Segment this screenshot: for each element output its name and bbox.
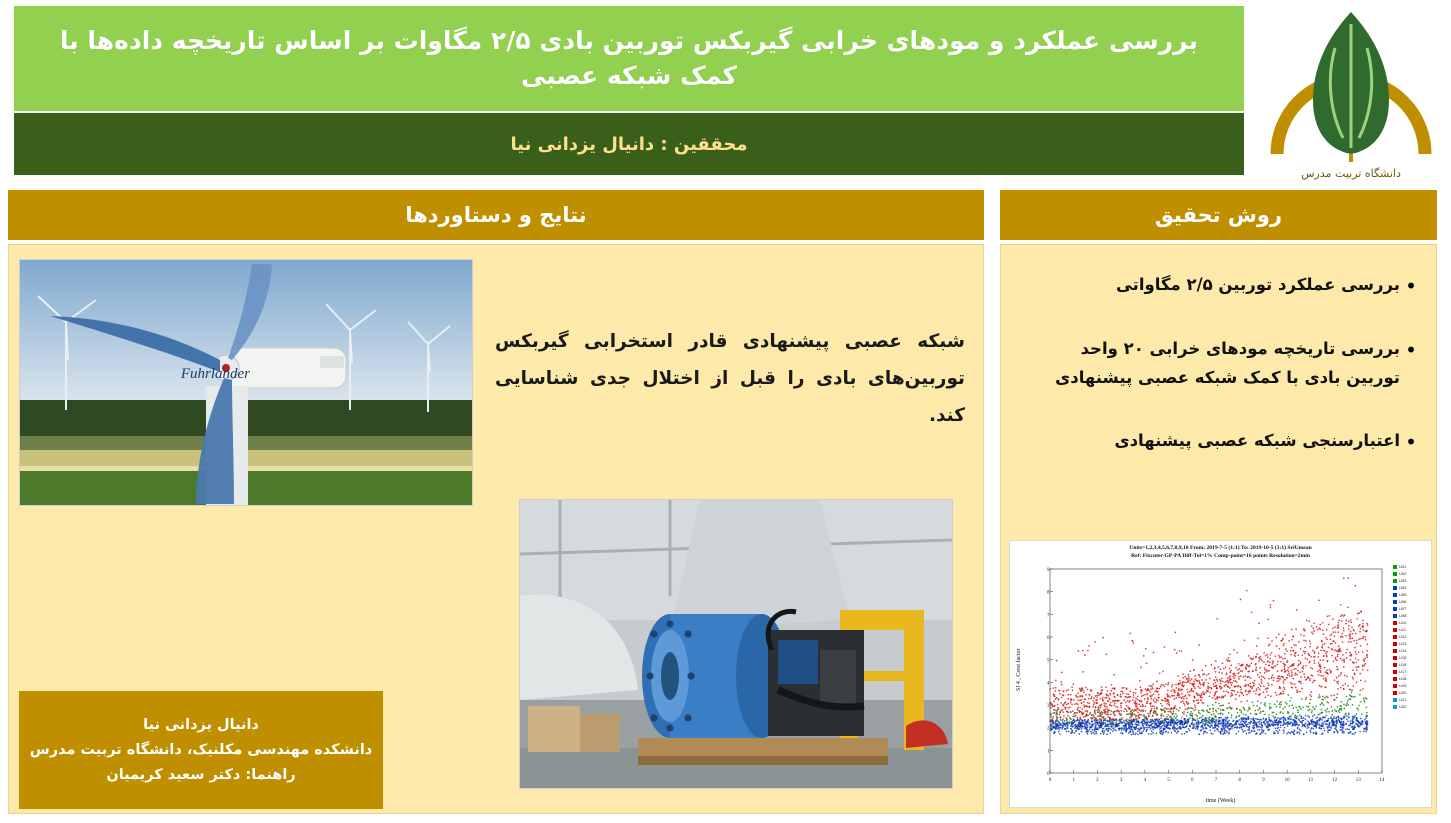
university-logo-area <box>1251 0 1451 188</box>
svg-text:0: 0 <box>1048 778 1052 783</box>
svg-text:9: 9 <box>1047 568 1050 573</box>
section-title-method: روش تحقیق <box>1154 203 1283 227</box>
legend-marker-icon <box>1393 663 1397 667</box>
svg-text:4: 4 <box>1047 681 1050 687</box>
legend-marker-icon <box>1393 642 1397 646</box>
chart-title-line-2: Ref: Fixcuter-GP-PA Diff-Tol=1% Comp-point=16 points Resolution=2min <box>1131 553 1310 560</box>
svg-text:1: 1 <box>1072 778 1075 783</box>
legend-marker-icon <box>1393 670 1397 674</box>
legend-marker-icon <box>1393 698 1397 702</box>
legend-item <box>1393 668 1427 675</box>
legend-marker-icon <box>1393 677 1397 681</box>
legend-label: U19 <box>1399 683 1407 688</box>
legend-label: U16 <box>1399 662 1407 667</box>
wind-turbine-photo <box>19 259 473 506</box>
legend-item <box>1393 647 1427 654</box>
poster-header-band <box>14 6 1244 111</box>
method-bullet-3: اعتبارسنجی شبکه عصبی پیشنهادی <box>1114 430 1400 450</box>
legend-marker-icon <box>1393 572 1397 576</box>
page-title: بررسی عملکرد و مودهای خرابی گیربکس توربین بادی ۲/۵ مگاوات بر اساس تاریخچه داده‌ها با کمک شبکه عصبی <box>59 26 1199 90</box>
legend-marker-icon <box>1393 565 1397 569</box>
legend-marker-icon <box>1393 628 1397 632</box>
legend-marker-icon <box>1393 586 1397 590</box>
svg-text:3: 3 <box>1119 778 1123 783</box>
legend-marker-icon <box>1393 705 1397 709</box>
chart-title <box>1010 544 1431 560</box>
svg-text:6: 6 <box>1191 778 1194 783</box>
svg-text:8: 8 <box>1238 778 1241 783</box>
legend-marker-icon <box>1393 600 1397 604</box>
legend-label: U08 <box>1399 613 1407 618</box>
method-bullet-1: بررسی عملکرد توربین ۲/۵ مگاواتی <box>1115 275 1400 294</box>
affiliation-box <box>19 691 383 809</box>
legend-marker-icon <box>1393 684 1397 688</box>
svg-text:10: 10 <box>1284 778 1290 783</box>
section-header-method <box>1000 190 1437 240</box>
svg-text:5: 5 <box>1167 778 1170 783</box>
svg-text:6: 6 <box>1047 636 1050 641</box>
legend-item <box>1393 619 1427 626</box>
legend-item <box>1393 612 1427 619</box>
legend-item <box>1393 598 1427 605</box>
legend-label: U12 <box>1399 634 1407 639</box>
legend-label: U04 <box>1399 585 1407 590</box>
legend-marker-icon <box>1393 579 1397 583</box>
legend-item <box>1393 591 1427 598</box>
legend-item <box>1393 675 1427 682</box>
chart-plot-area <box>1010 541 1431 807</box>
author-band <box>14 113 1244 175</box>
list-item <box>1015 271 1422 301</box>
svg-text:14: 14 <box>1379 778 1385 783</box>
svg-text:2: 2 <box>1047 726 1050 732</box>
list-item <box>1015 427 1422 457</box>
legend-label: U13 <box>1399 641 1407 646</box>
results-paragraph: شبکه عصبی پیشنهادی قادر استخرابی گیربکس توربین‌های بادی را قبل از اختلال جدی شناسایی کند. <box>495 331 965 426</box>
svg-text:8: 8 <box>1047 590 1050 596</box>
method-bullet-list <box>1015 271 1422 491</box>
legend-label: U11 <box>1399 627 1407 632</box>
legend-marker-icon <box>1393 656 1397 660</box>
legend-label: U05 <box>1399 592 1407 597</box>
affiliation-line-3: راهنما: دکتر سعید کریمیان <box>106 767 296 783</box>
legend-item <box>1393 640 1427 647</box>
svg-text:11: 11 <box>1308 778 1314 783</box>
legend-label: U22 <box>1399 704 1407 709</box>
legend-item <box>1393 584 1427 591</box>
legend-marker-icon <box>1393 691 1397 695</box>
legend-marker-icon <box>1393 635 1397 639</box>
svg-text:5: 5 <box>1047 658 1050 664</box>
chart-legend <box>1393 563 1427 710</box>
legend-label: U01 <box>1399 564 1407 569</box>
legend-item <box>1393 605 1427 612</box>
legend-label: U14 <box>1399 648 1407 653</box>
legend-item <box>1393 654 1427 661</box>
legend-item <box>1393 626 1427 633</box>
affiliation-line-1: دانیال یزدانی نیا <box>143 717 259 733</box>
legend-label: U06 <box>1399 599 1407 604</box>
bullet-dot-icon: • <box>1405 429 1417 454</box>
section-title-results: نتایج و دستاوردها <box>405 203 587 227</box>
legend-item <box>1393 563 1427 570</box>
university-logo-icon <box>1265 4 1437 164</box>
legend-marker-icon <box>1393 607 1397 611</box>
method-panel <box>1000 244 1437 814</box>
svg-text:13: 13 <box>1355 778 1361 783</box>
svg-text:9: 9 <box>1262 778 1265 783</box>
svg-text:7: 7 <box>1047 613 1050 619</box>
legend-label: U03 <box>1399 578 1407 583</box>
legend-label: U07 <box>1399 606 1407 611</box>
chart-title-line-1: Units=1,2,3,4,5,6,7,8,9,10 From: 2019-7-5 (1:1) To: 2019-10-5 (1:1) SriUmean <box>1129 545 1312 551</box>
svg-text:0: 0 <box>1047 772 1050 777</box>
legend-label: U18 <box>1399 676 1407 681</box>
legend-item <box>1393 633 1427 640</box>
section-header-results <box>8 190 984 240</box>
method-bullet-2: بررسی تاریخچه مودهای خرابی ۲۰ واحد توربین بادی با کمک شبکه عصبی پیشنهادی <box>1055 339 1400 387</box>
svg-text:7: 7 <box>1214 778 1218 783</box>
legend-item <box>1393 577 1427 584</box>
legend-item <box>1393 696 1427 703</box>
legend-label: U17 <box>1399 669 1407 674</box>
university-logo-caption: دانشگاه تربیت مدرس <box>1301 167 1401 180</box>
bullet-dot-icon: • <box>1405 338 1417 362</box>
svg-text:1: 1 <box>1047 749 1050 755</box>
legend-label: U20 <box>1399 690 1407 695</box>
legend-item <box>1393 682 1427 689</box>
svg-text:2: 2 <box>1096 778 1099 783</box>
bullet-dot-icon: • <box>1405 274 1417 298</box>
legend-item <box>1393 703 1427 710</box>
legend-label: U10 <box>1399 620 1407 625</box>
turbine-brand-text: Fuhrlander <box>180 366 250 382</box>
legend-label: U02 <box>1399 571 1407 576</box>
list-item <box>1015 335 1422 393</box>
chart-y-axis-label: SI 4 , Crest factor <box>1016 648 1022 691</box>
legend-marker-icon <box>1393 593 1397 597</box>
affiliation-line-2: دانشکده مهندسی مکلنیک، دانشگاه تربیت مدرس <box>29 742 373 758</box>
svg-text:3: 3 <box>1047 704 1050 709</box>
crest-factor-scatter-chart <box>1009 540 1432 808</box>
results-panel <box>8 244 984 814</box>
legend-item <box>1393 661 1427 668</box>
legend-marker-icon <box>1393 649 1397 653</box>
svg-text:12: 12 <box>1332 778 1338 783</box>
chart-x-axis-label: time (Week) <box>1205 798 1236 804</box>
legend-item <box>1393 689 1427 696</box>
legend-marker-icon <box>1393 621 1397 625</box>
author-names: محققین : دانیال یزدانی نیا <box>510 133 748 155</box>
legend-label: U15 <box>1399 655 1407 660</box>
gearbox-photo <box>519 499 953 789</box>
legend-label: U21 <box>1399 697 1407 702</box>
svg-text:4: 4 <box>1143 778 1147 783</box>
legend-marker-icon <box>1393 614 1397 618</box>
legend-item <box>1393 570 1427 577</box>
